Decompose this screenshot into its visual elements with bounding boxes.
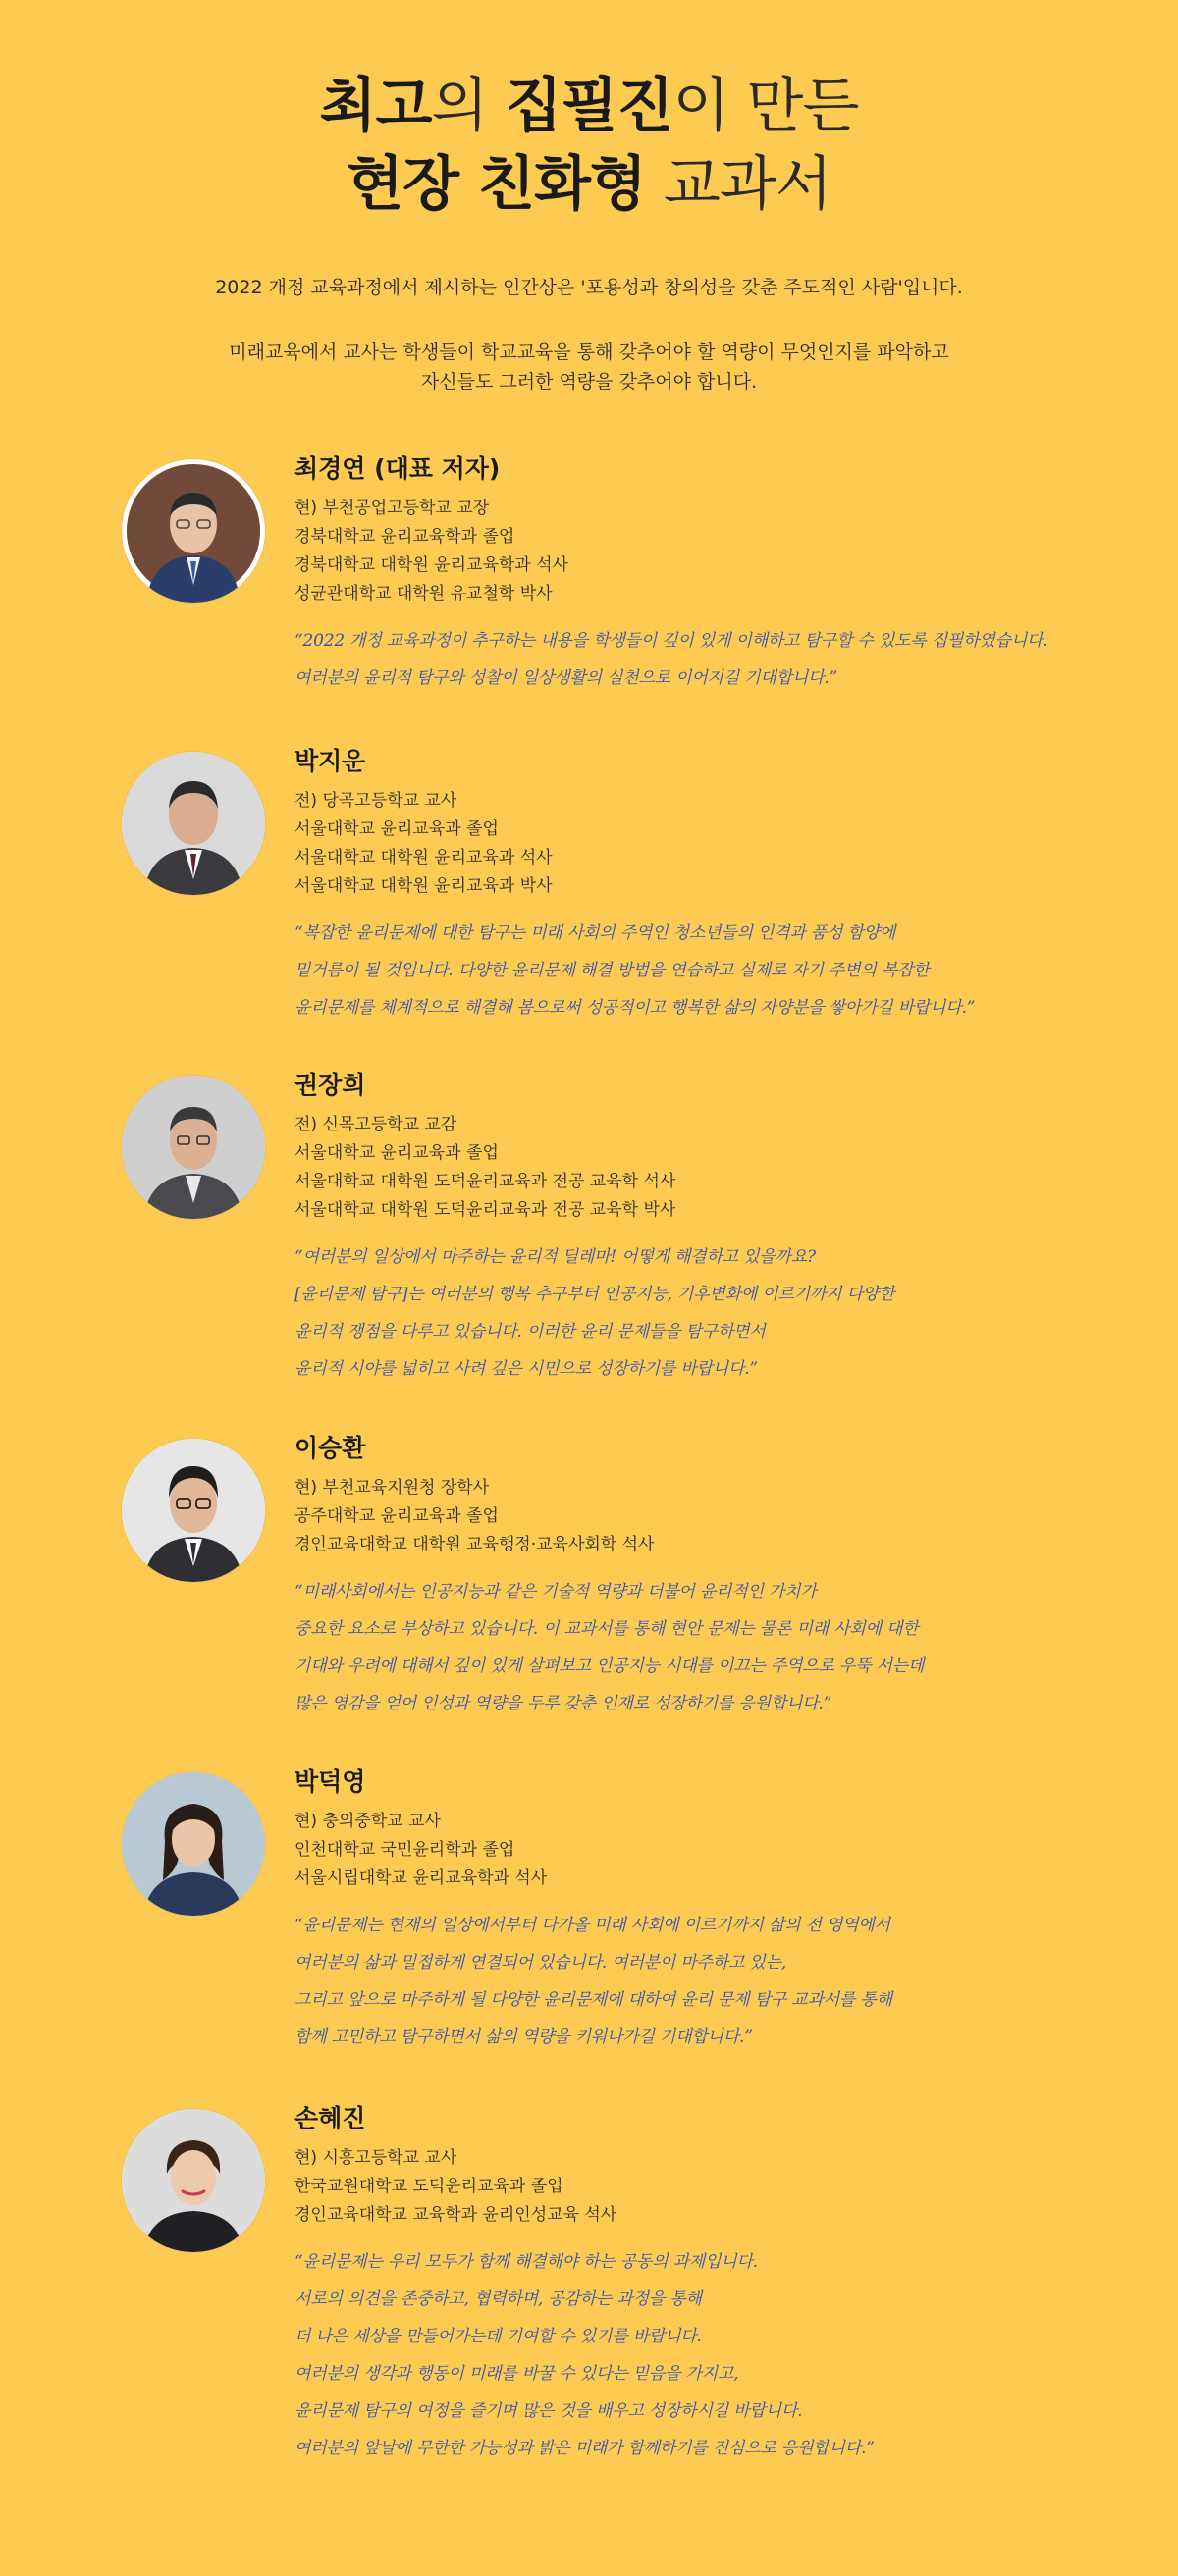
quote-line: “미래사회에서는 인공지능과 같은 기술적 역량과 더불어 윤리적인 가치가 xyxy=(294,1582,817,1602)
author-info-6 xyxy=(294,2103,1149,2467)
author-credential: 경북대학교 대학원 윤리교육학과 석사 xyxy=(294,555,568,575)
author-info-5 xyxy=(294,1766,1149,2056)
author-photo-4 xyxy=(122,1439,265,1582)
author-credential: 현) 부천공업고등학교 교장 xyxy=(294,499,490,518)
author-credential: 전) 당곡고등학교 교사 xyxy=(294,791,457,811)
quote-line: “윤리문제는 현재의 일상에서부터 다가올 미래 사회에 이르기까지 삶의 전 영역에서 xyxy=(294,1916,890,1935)
quote-line: [윤리문제 탐구]는 여러분의 행복 추구부터 인공지능, 기후변화에 이르기까지 다양한 xyxy=(294,1285,895,1304)
quote-line: 여러분의 삶과 밀접하게 연결되어 있습니다. 여러분이 마주하고 있는, xyxy=(294,1953,787,1972)
author-quote-4 xyxy=(294,1573,1149,1722)
author-credential: 인천대학교 국민윤리학과 졸업 xyxy=(294,1840,515,1860)
author-credential: 서울대학교 대학원 도덕윤리교육과 전공 교육학 박사 xyxy=(294,1200,676,1220)
author-quote-3 xyxy=(294,1238,1149,1388)
author-name: 권장희 xyxy=(294,1071,366,1099)
author-info-1 xyxy=(294,453,1149,697)
author-name: 박덕영 xyxy=(294,1767,366,1796)
author-credential: 전) 신목고등학교 교감 xyxy=(294,1115,457,1134)
quote-line: 서로의 의견을 존중하고, 협력하며, 공감하는 과정을 통해 xyxy=(294,2289,702,2309)
intro-line: 자신들도 그러한 역량을 갖추어야 합니다. xyxy=(420,371,758,393)
quote-line: 더 나은 세상을 만들어가는데 기여할 수 있기를 바랍니다. xyxy=(294,2327,702,2346)
quote-line: “윤리문제는 우리 모두가 함께 해결해야 하는 공동의 과제입니다. xyxy=(294,2252,758,2272)
author-info-3 xyxy=(294,1070,1149,1388)
quote-line: 윤리문제 탐구의 여정을 즐기며 많은 것을 배우고 성장하시길 바랍니다. xyxy=(294,2401,803,2421)
quote-line: 여러분의 윤리적 탐구와 성찰이 일상생활의 실천으로 이어지길 기대합니다.” xyxy=(294,668,838,688)
author-credential: 경인교육대학교 교육학과 윤리인성교육 석사 xyxy=(294,2205,617,2225)
headline-thin-1: 의 xyxy=(431,72,506,140)
author-name: 박지운 xyxy=(294,747,366,775)
headline-line-2 xyxy=(0,149,1178,220)
author-credential: 서울대학교 대학원 도덕윤리교육과 전공 교육학 석사 xyxy=(294,1172,676,1191)
author-quote-5 xyxy=(294,1907,1149,2056)
quote-line: 그리고 앞으로 마주하게 될 다양한 윤리문제에 대하여 윤리 문제 탐구 교과서를 통해 xyxy=(294,1990,892,2010)
quote-line: 기대와 우려에 대해서 깊이 있게 살펴보고 인공지능 시대를 이끄는 주역으로 우뚝 서는데 xyxy=(294,1656,925,1676)
author-credential: 현) 충의중학교 교사 xyxy=(294,1812,441,1831)
author-credential: 공주대학교 윤리교육과 졸업 xyxy=(294,1506,499,1526)
quote-line: 윤리적 시야를 넓히고 사려 깊은 시민으로 성장하기를 바랍니다.” xyxy=(294,1359,758,1379)
author-credential: 서울시립대학교 윤리교육학과 석사 xyxy=(294,1868,548,1888)
author-credential: 서울대학교 윤리교육과 졸업 xyxy=(294,819,499,839)
intro-paragraph-1: 2022 개정 교육과정에서 제시하는 인간상은 '포용성과 창의성을 갖춘 주도적인 사람'입니다. xyxy=(215,277,963,298)
author-photo-3 xyxy=(122,1076,265,1219)
author-quote-2 xyxy=(294,915,1149,1026)
author-quote-1 xyxy=(294,622,1149,697)
author-name: 이승환 xyxy=(294,1434,366,1462)
quote-line: 밑거름이 될 것입니다. 다양한 윤리문제 해결 방법을 연습하고 실제로 자기 주변의 복잡한 xyxy=(294,961,930,980)
author-credential: 성균관대학교 대학원 유교철학 박사 xyxy=(294,584,553,604)
headline-line-1 xyxy=(0,71,1178,141)
headline-thin-2: 이 만든 xyxy=(672,72,859,140)
quote-line: 함께 고민하고 탐구하면서 삶의 역량을 키워나가길 기대합니다.” xyxy=(294,2027,753,2047)
author-credential: 한국교원대학교 도덕윤리교육과 졸업 xyxy=(294,2177,563,2196)
author-photo-5 xyxy=(122,1772,265,1916)
author-credential: 현) 시흥고등학교 교사 xyxy=(294,2148,457,2168)
author-credential: 서울대학교 대학원 윤리교육과 박사 xyxy=(294,876,553,896)
author-credential: 경인교육대학교 대학원 교육행정·교육사회학 석사 xyxy=(294,1535,655,1554)
quote-line: 중요한 요소로 부상하고 있습니다. 이 교과서를 통해 현안 문제는 물론 미래 사회에 대한 xyxy=(294,1619,919,1639)
author-name: 최경연 (대표 저자) xyxy=(294,454,501,483)
author-info-4 xyxy=(294,1433,1149,1722)
quote-line: 여러분의 생각과 행동이 미래를 바꿀 수 있다는 믿음을 가지고, xyxy=(294,2364,739,2384)
quote-line: “2022 개정 교육과정이 추구하는 내용을 학생들이 깊이 있게 이해하고 탐구할 수 있도록 집필하였습니다. xyxy=(294,631,1048,651)
author-info-2 xyxy=(294,746,1149,1026)
quote-line: 많은 영감을 얻어 인성과 역량을 두루 갖춘 인재로 성장하기를 응원합니다.” xyxy=(294,1694,832,1713)
headline-bold-1: 최고 xyxy=(319,72,432,140)
headline xyxy=(0,71,1178,220)
quote-line: 윤리문제를 체계적으로 해결해 봄으로써 성공적이고 행복한 삶의 자양분을 쌓아가길 바랍니다.” xyxy=(294,998,976,1018)
quote-line: “복잡한 윤리문제에 대한 탐구는 미래 사회의 주역인 청소년들의 인격과 품성 함양에 xyxy=(294,923,896,943)
intro-line: 미래교육에서 교사는 학생들이 학교교육을 통해 갖추어야 할 역량이 무엇인지를 파악하고 xyxy=(229,342,949,363)
author-credential: 서울대학교 대학원 윤리교육과 석사 xyxy=(294,848,553,867)
quote-line: 윤리적 쟁점을 다루고 있습니다. 이러한 윤리 문제들을 탐구하면서 xyxy=(294,1322,766,1341)
headline-thin-3: 교과서 xyxy=(645,150,831,219)
intro-paragraph-2 xyxy=(98,338,1080,396)
quote-line: “여러분의 일상에서 마주하는 윤리적 딜레마! 어떻게 해결하고 있을까요? xyxy=(294,1247,816,1267)
author-credential: 경북대학교 윤리교육학과 졸업 xyxy=(294,527,515,547)
quote-line: 여러분의 앞날에 무한한 가능성과 밝은 미래가 함께하기를 진심으로 응원합니다.” xyxy=(294,2439,875,2458)
author-credential: 서울대학교 윤리교육과 졸업 xyxy=(294,1143,499,1163)
author-name: 손혜진 xyxy=(294,2104,366,2132)
author-quote-6 xyxy=(294,2243,1149,2467)
author-photo-1 xyxy=(122,459,265,603)
headline-bold-3: 현장 친화형 xyxy=(347,150,646,219)
author-photo-2 xyxy=(122,752,265,895)
headline-bold-2: 집필진 xyxy=(505,72,673,140)
author-credential: 현) 부천교육지원청 장학사 xyxy=(294,1478,490,1498)
author-photo-6 xyxy=(122,2109,265,2252)
